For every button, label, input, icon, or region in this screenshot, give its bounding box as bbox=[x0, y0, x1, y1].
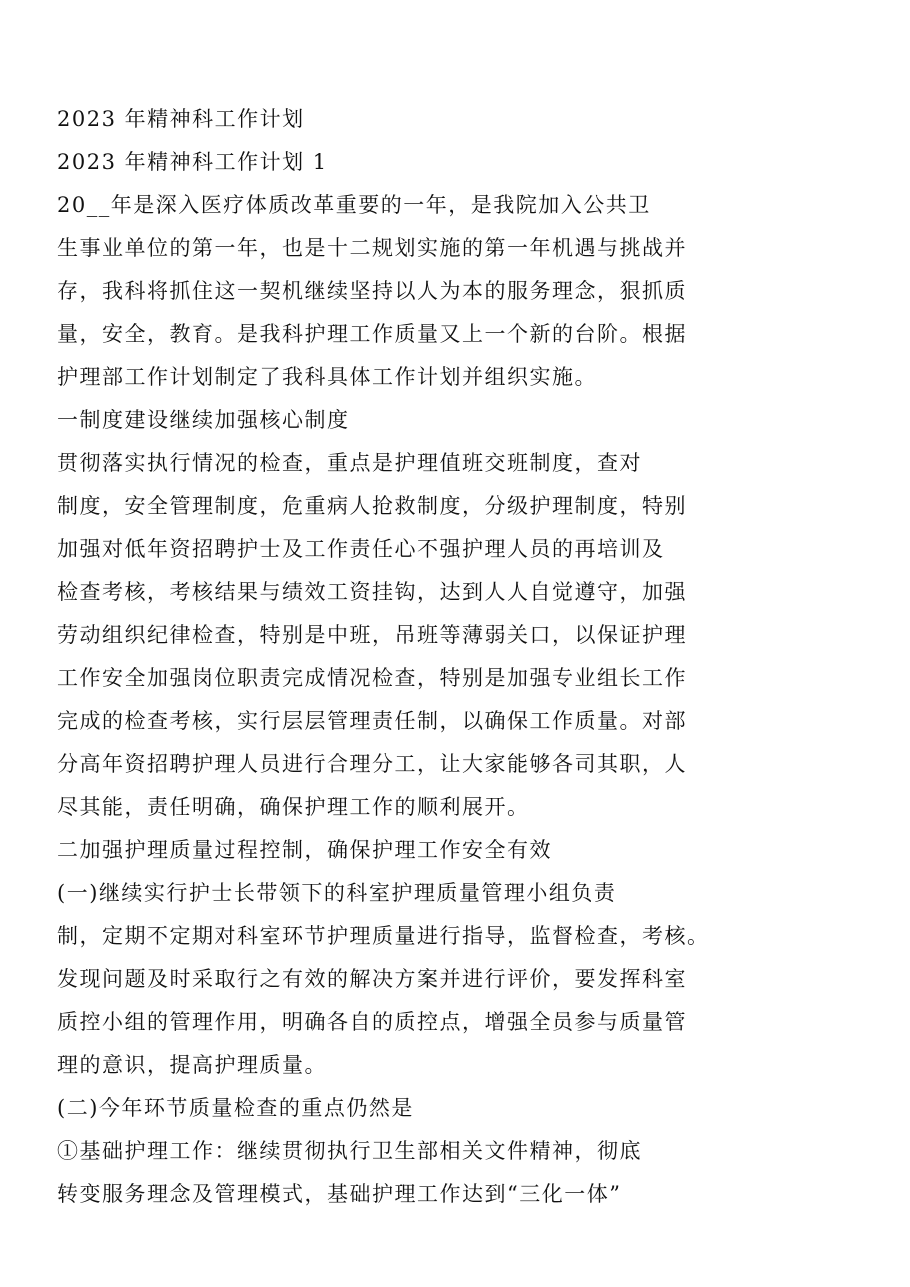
paragraph-line: 加强对低年资招聘护士及工作责任心不强护理人员的再培训及 bbox=[57, 537, 665, 561]
paragraph-line: (一)继续实行护士长带领下的科室护理质量管理小组负责 bbox=[57, 881, 617, 905]
paragraph-line: 制，定期不定期对科室环节护理质量进行指导，监督检查，考核。 bbox=[57, 924, 710, 948]
paragraph-line: 完成的检查考核，实行层层管理责任制，以确保工作质量。对部 bbox=[57, 709, 687, 733]
section-heading: 一制度建设继续加强核心制度 bbox=[57, 408, 350, 432]
section-heading: 二加强护理质量过程控制，确保护理工作安全有效 bbox=[57, 838, 552, 862]
paragraph-line: 尽其能，责任明确，确保护理工作的顺利展开。 bbox=[57, 795, 530, 819]
paragraph-line: 制度，安全管理制度，危重病人抢救制度，分级护理制度，特别 bbox=[57, 494, 687, 518]
paragraph-line: 20__年是深入医疗体质改革重要的一年，是我院加入公共卫 bbox=[57, 193, 651, 217]
paragraph-line: 护理部工作计划制定了我科具体工作计划并组织实施。 bbox=[57, 365, 597, 389]
paragraph-line: 发现问题及时采取行之有效的解决方案并进行评价，要发挥科室 bbox=[57, 967, 687, 991]
paragraph-line: 工作安全加强岗位职责完成情况检查，特别是加强专业组长工作 bbox=[57, 666, 687, 690]
document-body bbox=[57, 98, 887, 1216]
paragraph-line: 劳动组织纪律检查，特别是中班，吊班等薄弱关口，以保证护理 bbox=[57, 623, 687, 647]
document-title: 2023 年精神科工作计划 bbox=[57, 107, 305, 131]
paragraph-line: 贯彻落实执行情况的检查，重点是护理值班交班制度，查对 bbox=[57, 451, 642, 475]
paragraph-line: 生事业单位的第一年，也是十二规划实施的第一年机遇与挑战并 bbox=[57, 236, 687, 260]
paragraph-line: ①基础护理工作：继续贯彻执行卫生部相关文件精神，彻底 bbox=[57, 1139, 642, 1163]
paragraph-line: 检查考核，考核结果与绩效工资挂钩，达到人人自觉遵守，加强 bbox=[57, 580, 687, 604]
paragraph-line: 转变服务理念及管理模式，基础护理工作达到“三化一体” bbox=[57, 1182, 622, 1206]
paragraph-line: 量，安全，教育。是我科护理工作质量又上一个新的台阶。根据 bbox=[57, 322, 687, 346]
paragraph-line: (二)今年环节质量检查的重点仍然是 bbox=[57, 1096, 414, 1120]
paragraph-line: 理的意识，提高护理质量。 bbox=[57, 1053, 327, 1077]
paragraph-line: 质控小组的管理作用，明确各自的质控点，增强全员参与质量管 bbox=[57, 1010, 687, 1034]
paragraph-line: 存，我科将抓住这一契机继续坚持以人为本的服务理念，狠抓质 bbox=[57, 279, 687, 303]
section-heading: 2023 年精神科工作计划 1 bbox=[57, 150, 328, 174]
paragraph-line: 分高年资招聘护理人员进行合理分工，让大家能够各司其职，人 bbox=[57, 752, 687, 776]
